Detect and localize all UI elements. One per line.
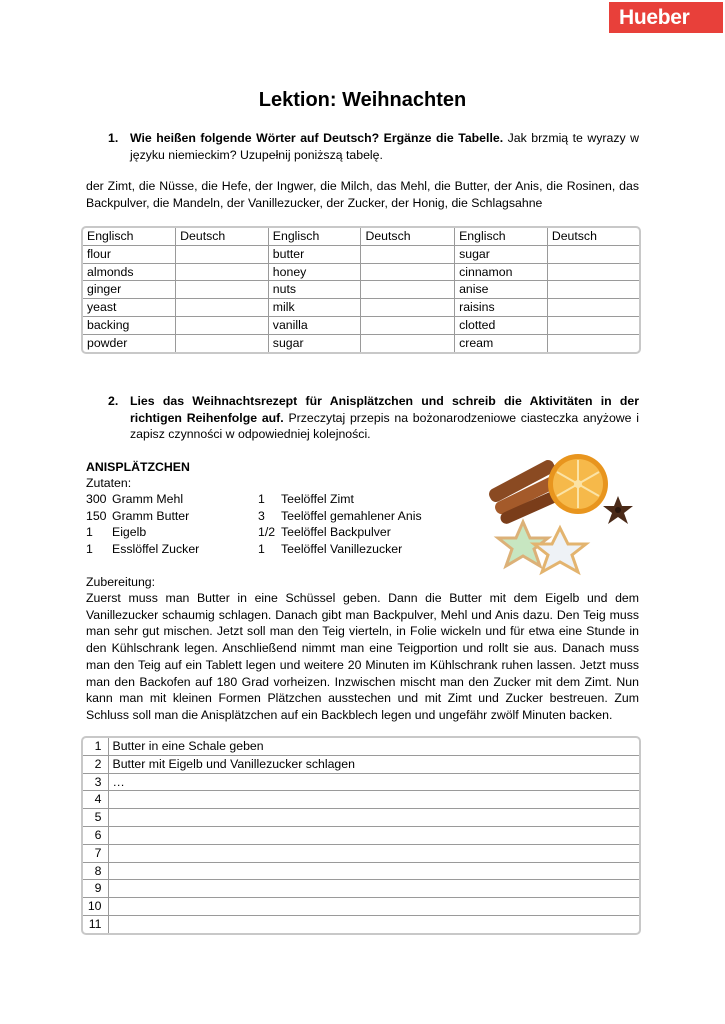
step-number: 1 — [94, 739, 102, 753]
ingredient: 1 Eigelb — [86, 525, 147, 540]
preparation-label: Zubereitung: — [86, 575, 156, 589]
step-text[interactable] — [108, 791, 639, 809]
vocab-table — [81, 226, 641, 354]
ingredient: 1 Teelöffel Vanillezucker — [258, 541, 403, 556]
ingredients-left — [86, 491, 199, 557]
steps-table — [81, 736, 641, 935]
word-cell: anise — [455, 281, 548, 299]
table-row — [83, 299, 639, 317]
word-cell: butter — [268, 245, 361, 263]
word-cell: raisins — [455, 299, 548, 317]
task-2-number: 2. — [108, 394, 119, 408]
orange-slice-icon — [548, 454, 608, 514]
word-cell: almonds — [83, 263, 176, 281]
answer-cell[interactable] — [547, 299, 639, 317]
step-text[interactable] — [108, 826, 639, 844]
step-number: 4 — [83, 791, 108, 809]
answer-cell[interactable] — [176, 299, 269, 317]
word-cell: honey — [268, 263, 361, 281]
word-cell: vanilla — [268, 316, 361, 334]
word-cell: nuts — [268, 281, 361, 299]
ingredients-label: Zutaten: — [86, 476, 132, 490]
step-text[interactable] — [108, 844, 639, 862]
star-anise-icon — [603, 496, 633, 524]
table-row — [83, 263, 639, 281]
table-row — [83, 898, 639, 916]
step-text[interactable] — [108, 915, 639, 932]
table-row — [83, 915, 639, 932]
table-row — [83, 809, 639, 827]
ingredient: 1/2 Teelöffel Backpulver — [258, 525, 391, 540]
step-number: 5 — [83, 809, 108, 827]
task-2-polish: Przeczytaj przepis na bożonarodzeniowe ciasteczka anyżowe i zapisz czynności w odpowiedniej kolejności. — [130, 410, 640, 441]
star-cookie-icon — [498, 522, 586, 572]
step-number: 6 — [83, 826, 108, 844]
step-number: 11 — [83, 915, 108, 932]
table-row — [83, 334, 639, 351]
answer-cell[interactable] — [361, 316, 455, 334]
ingredient: 300 Gramm Mehl — [86, 492, 184, 506]
answer-cell[interactable] — [547, 334, 639, 351]
task-2-instruction — [108, 393, 639, 443]
ingredient: 1 Teelöffel Zimt — [258, 492, 354, 506]
answer-cell[interactable] — [176, 316, 269, 334]
answer-cell[interactable] — [361, 299, 455, 317]
word-cell: milk — [268, 299, 361, 317]
task-1-polish: Jak brzmią te wyrazy w języku niemieckim? Uzupełnij poniższą tabelę. — [130, 131, 640, 162]
answer-cell[interactable] — [176, 334, 269, 351]
answer-cell[interactable] — [547, 316, 639, 334]
task-1-number: 1. — [108, 131, 119, 145]
answer-cell[interactable] — [547, 245, 639, 263]
step-text[interactable]: Butter in eine Schale geben — [108, 738, 639, 755]
answer-cell[interactable] — [361, 245, 455, 263]
word-cell: flour — [83, 245, 176, 263]
answer-cell[interactable] — [547, 263, 639, 281]
hueber-logo: Hueber — [609, 2, 723, 33]
recipe-title: ANISPLÄTZCHEN — [86, 460, 190, 474]
column-header: Englisch — [87, 229, 134, 243]
column-header: Deutsch — [547, 228, 639, 245]
answer-cell[interactable] — [176, 245, 269, 263]
table-row — [83, 791, 639, 809]
table-row — [83, 245, 639, 263]
task-1-german: Wie heißen folgende Wörter auf Deutsch? Ergänze die Tabelle. — [130, 131, 504, 145]
word-cell: sugar — [455, 245, 548, 263]
ingredients-right — [258, 491, 422, 557]
step-text[interactable] — [108, 880, 639, 898]
word-cell: clotted — [455, 316, 548, 334]
step-text[interactable] — [108, 862, 639, 880]
table-row — [83, 862, 639, 880]
word-cell: cream — [455, 334, 548, 351]
task-2-german: Lies das Weihnachtsrezept für Anisplätzchen und schreib die Aktivitäten in der richtigen Reihenfolge auf. — [130, 394, 639, 425]
step-text[interactable] — [108, 809, 639, 827]
step-number: 8 — [83, 862, 108, 880]
answer-cell[interactable] — [361, 334, 455, 351]
word-cell: ginger — [83, 281, 176, 299]
step-text[interactable] — [108, 898, 639, 916]
column-header: Englisch — [455, 228, 548, 245]
table-row — [83, 281, 639, 299]
word-cell: backing — [83, 316, 176, 334]
answer-cell[interactable] — [176, 281, 269, 299]
answer-cell[interactable] — [547, 281, 639, 299]
column-header: Deutsch — [361, 228, 455, 245]
task-1-instruction — [108, 130, 639, 163]
table-row — [83, 844, 639, 862]
step-number: 2 — [83, 755, 108, 773]
word-cell: powder — [83, 334, 176, 351]
column-header: Englisch — [268, 228, 361, 245]
word-cell: yeast — [83, 299, 176, 317]
word-cell: cinnamon — [455, 263, 548, 281]
page-title: Lektion: Weihnachten — [258, 89, 467, 111]
step-number: 10 — [83, 898, 108, 916]
ingredient: 150 Gramm Butter — [86, 508, 190, 523]
table-row — [83, 826, 639, 844]
christmas-cookies-illustration — [478, 444, 638, 584]
table-row — [83, 738, 639, 755]
ingredient: 1 Esslöffel Zucker — [86, 541, 200, 556]
column-header: Deutsch — [176, 228, 269, 245]
table-row — [83, 773, 639, 791]
word-cell: sugar — [268, 334, 361, 351]
answer-cell[interactable] — [361, 263, 455, 281]
step-text[interactable]: Butter mit Eigelb und Vanillezucker schlagen — [108, 755, 639, 773]
step-number: 3 — [83, 773, 108, 791]
ingredient: 3 Teelöffel gemahlener Anis — [258, 508, 422, 523]
table-row — [83, 755, 639, 773]
step-number: 9 — [83, 880, 108, 898]
step-text[interactable]: … — [108, 773, 639, 791]
table-header-row — [83, 228, 639, 245]
answer-cell[interactable] — [176, 263, 269, 281]
table-row — [83, 316, 639, 334]
word-list: der Zimt, die Nüsse, die Hefe, der Ingwer, die Milch, das Mehl, die Butter, der Anis, die Rosinen, das Backpulver, die Mandeln, der Vanillezucker, der Zucker, der Honig, die Schlagsahne — [86, 179, 639, 210]
table-row — [83, 880, 639, 898]
preparation-text: Zuerst muss man Butter in eine Schüssel geben. Dann die Butter mit dem Eigelb und dem Vanillezucker schaumig schlagen. Danach gibt man Backpulver, Mehl und Anis dazu. Den Teig muss man sehr gut mischen. Jetzt soll man den Teig vierteln, in Folie wickeln und für etwa eine Stunde in den Kühlschrank legen. Anschließend nimmt man eine Teigportion und rollt sie aus. Danach muss man den Teig auf ein Tablett legen und weitere 20 Minuten im Kühlschrank ruhen lassen. Jetzt muss man den Backofen auf 180 Grad vorheizen. Inzwischen mischt man den Zucker mit dem Zimt. Nun kann man mit kleinen Formen Plätzchen ausstechen und mit Zimt und Zucker bestreuen. Zum Schluss soll man die Anisplätzchen auf ein Backblech legen und ungefähr zwölf Minuten backen. — [86, 591, 639, 722]
step-number: 7 — [83, 844, 108, 862]
answer-cell[interactable] — [361, 281, 455, 299]
